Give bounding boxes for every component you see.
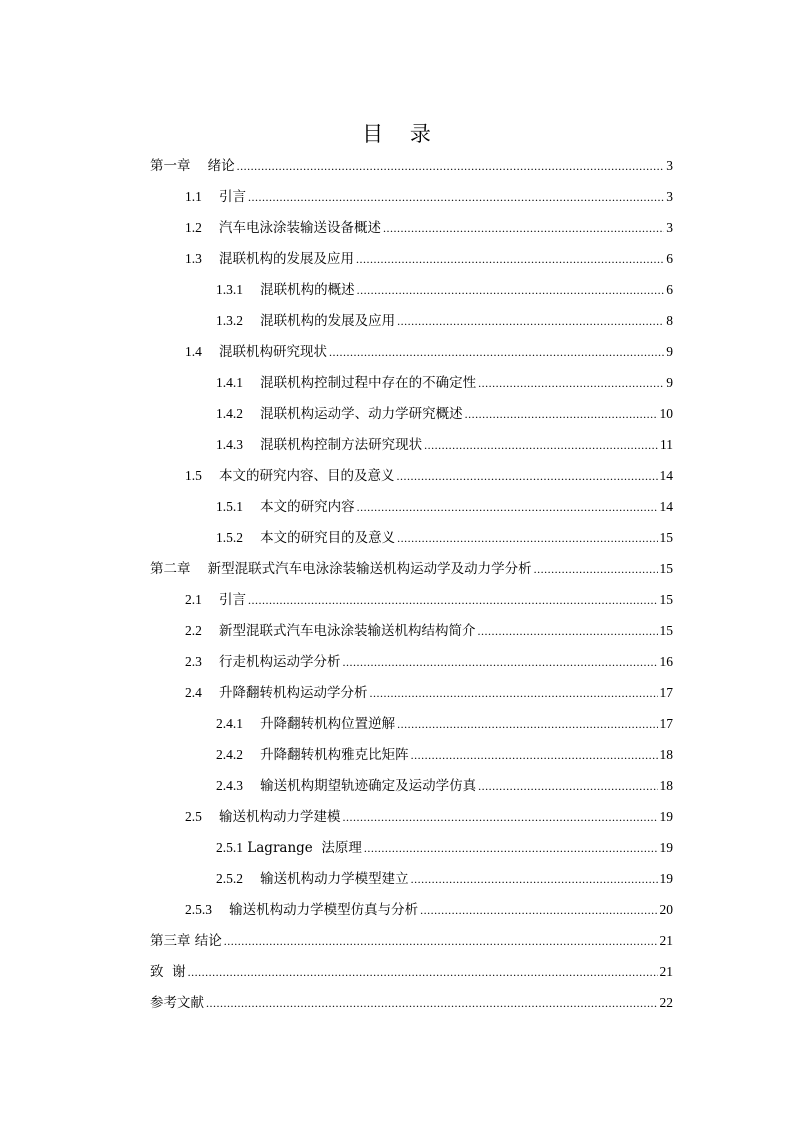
toc-entry[interactable] (150, 464, 673, 495)
toc-entry[interactable] (150, 309, 673, 340)
dot-leader (411, 748, 658, 763)
dot-leader (411, 872, 658, 887)
toc-entry-number: 1.5.2 (216, 530, 243, 545)
dot-leader (397, 717, 657, 732)
toc-entry-number: 2.4.3 (216, 778, 243, 793)
dot-leader (237, 159, 665, 174)
toc-entry-gap (164, 964, 173, 980)
toc-entry[interactable] (150, 185, 673, 216)
toc-entry[interactable] (150, 433, 673, 464)
toc-entry[interactable] (150, 340, 673, 371)
toc-entry-page: 6 (666, 251, 673, 266)
toc-entry-page: 3 (666, 220, 673, 235)
toc-entry[interactable] (150, 960, 673, 991)
toc-entry-title: 混联机构的发展及应用 (260, 313, 396, 329)
dot-leader (465, 407, 658, 422)
toc-entry-gap (243, 313, 260, 329)
toc-entry-gap (243, 406, 260, 422)
toc-entry-number: 1.4.3 (216, 437, 243, 452)
toc-entry-title: 输送机构动力学模型建立 (260, 871, 409, 887)
toc-entry-title: 升降翻转机构运动学分析 (219, 685, 368, 701)
toc-entry-page: 3 (666, 189, 673, 204)
toc-entry-number: 2.5.2 (216, 871, 243, 886)
toc-entry-title: 参考文献 (150, 995, 204, 1011)
toc-entry-page: 15 (659, 561, 673, 576)
dot-leader (206, 996, 658, 1011)
toc-entry[interactable] (150, 247, 673, 278)
toc-entry-gap (191, 561, 208, 577)
toc-entry-number: 2.5.3 (185, 902, 212, 917)
dot-leader (364, 841, 658, 856)
toc-entry-page: 16 (659, 654, 673, 669)
toc-entry-number: 第二章 (150, 561, 191, 576)
table-of-contents (150, 154, 673, 1022)
toc-entry-number: 1.5.1 (216, 499, 243, 514)
toc-entry[interactable] (150, 805, 673, 836)
toc-entry-title: 本文的研究目的及意义 (260, 530, 396, 546)
toc-entry[interactable] (150, 588, 673, 619)
dot-leader (424, 438, 658, 453)
toc-entry-title: 新型混联式汽车电泳涂装输送机构运动学及动力学分析 (207, 561, 532, 577)
dot-leader (357, 283, 665, 298)
toc-entry-page: 10 (659, 406, 673, 421)
toc-entry-page: 18 (659, 747, 673, 762)
toc-entry-gap (202, 344, 219, 360)
toc-entry[interactable] (150, 526, 673, 557)
toc-entry-gap (243, 871, 260, 887)
dot-leader (370, 686, 658, 701)
dot-leader (383, 221, 664, 236)
toc-entry-gap (243, 499, 260, 515)
dot-leader (343, 810, 658, 825)
toc-entry-number: 2.5 (185, 809, 202, 824)
toc-entry-title: 行走机构运动学分析 (219, 654, 341, 670)
toc-entry[interactable] (150, 867, 673, 898)
toc-entry-number: 1.3 (185, 251, 202, 266)
toc-entry-title: 汽车电泳涂装输送设备概述 (219, 220, 382, 236)
toc-entry[interactable] (150, 774, 673, 805)
toc-entry-title: 本文的研究内容、目的及意义 (219, 468, 395, 484)
toc-entry-number: 致 (150, 964, 164, 979)
toc-entry-page: 19 (659, 871, 673, 886)
toc-entry-gap (243, 716, 260, 732)
toc-entry-gap (243, 747, 260, 763)
toc-entry-title: 输送机构动力学建模 (219, 809, 341, 825)
dot-leader (478, 624, 658, 639)
dot-leader (397, 531, 657, 546)
toc-entry[interactable] (150, 402, 673, 433)
dot-leader (397, 469, 658, 484)
toc-entry-page: 22 (659, 995, 673, 1010)
toc-entry-number: 1.4 (185, 344, 202, 359)
toc-entry-gap (202, 654, 219, 670)
toc-entry-title: 引言 (219, 189, 247, 205)
toc-entry-page: 9 (666, 375, 673, 390)
toc-entry-page: 15 (659, 530, 673, 545)
toc-entry-title: 本文的研究内容 (260, 499, 355, 515)
toc-entry[interactable] (150, 619, 673, 650)
toc-entry-page: 14 (659, 499, 673, 514)
toc-entry-page: 9 (666, 344, 673, 359)
toc-entry-page: 6 (666, 282, 673, 297)
toc-entry-page: 19 (659, 809, 673, 824)
toc-entry-gap (191, 158, 208, 174)
toc-entry-number: 第三章 (150, 933, 191, 948)
toc-entry-title: 谢 (172, 964, 186, 980)
toc-entry-title: 升降翻转机构位置逆解 (260, 716, 396, 732)
toc-entry[interactable] (150, 743, 673, 774)
toc-entry-gap (202, 685, 219, 701)
dot-leader (478, 376, 664, 391)
toc-entry-page: 21 (659, 933, 673, 948)
toc-entry-title: 混联机构的概述 (260, 282, 355, 298)
toc-entry-page: 20 (659, 902, 673, 917)
dot-leader (329, 345, 664, 360)
toc-entry-title: 绪论 (207, 158, 235, 174)
toc-entry-title: 混联机构控制过程中存在的不确定性 (260, 375, 477, 391)
toc-entry-title: Lagrange 法原理 (247, 840, 362, 856)
toc-entry-title: 混联机构控制方法研究现状 (260, 437, 423, 453)
toc-entry-page: 19 (659, 840, 673, 855)
dot-leader (224, 934, 658, 949)
toc-entry-number: 2.5.1 (216, 840, 243, 855)
dot-leader (248, 190, 664, 205)
toc-entry-title: 引言 (219, 592, 247, 608)
dot-leader (343, 655, 658, 670)
toc-entry[interactable] (150, 278, 673, 309)
dot-leader (478, 779, 657, 794)
toc-entry-number: 2.3 (185, 654, 202, 669)
toc-entry[interactable] (150, 495, 673, 526)
toc-entry[interactable] (150, 650, 673, 681)
toc-entry-page: 18 (659, 778, 673, 793)
toc-entry[interactable] (150, 216, 673, 247)
toc-entry-gap (212, 902, 229, 918)
toc-entry[interactable] (150, 557, 673, 588)
toc-entry-number: 1.1 (185, 189, 202, 204)
toc-entry-page: 8 (666, 313, 673, 328)
toc-entry-title: 结论 (194, 933, 222, 949)
toc-entry-gap (202, 189, 219, 205)
toc-entry[interactable] (150, 681, 673, 712)
toc-entry-gap (202, 809, 219, 825)
toc-entry[interactable] (150, 991, 673, 1022)
toc-entry-title: 输送机构动力学模型仿真与分析 (229, 902, 419, 918)
toc-entry-gap (202, 623, 219, 639)
toc-entry-page: 15 (659, 592, 673, 607)
toc-entry-gap (243, 282, 260, 298)
toc-entry-title: 混联机构研究现状 (219, 344, 328, 360)
toc-entry-gap (202, 220, 219, 236)
toc-entry-gap (243, 375, 260, 391)
toc-entry-number: 2.1 (185, 592, 202, 607)
toc-entry-title: 混联机构运动学、动力学研究概述 (260, 406, 463, 422)
toc-entry-gap (243, 778, 260, 794)
toc-entry-gap (202, 468, 219, 484)
toc-entry-title: 混联机构的发展及应用 (219, 251, 355, 267)
toc-entry[interactable] (150, 836, 673, 867)
dot-leader (356, 252, 664, 267)
toc-entry[interactable] (150, 929, 673, 960)
toc-entry-gap (202, 592, 219, 608)
toc-entry-title: 输送机构期望轨迹确定及运动学仿真 (260, 778, 477, 794)
toc-entry[interactable] (150, 371, 673, 402)
toc-entry[interactable] (150, 898, 673, 929)
toc-entry-number: 2.2 (185, 623, 202, 638)
dot-leader (397, 314, 664, 329)
toc-entry[interactable] (150, 712, 673, 743)
toc-entry-number: 1.5 (185, 468, 202, 483)
dot-leader (248, 593, 657, 608)
toc-entry-page: 17 (659, 685, 673, 700)
toc-title: 目 录 (362, 122, 441, 146)
toc-entry-number: 1.4.2 (216, 406, 243, 421)
toc-entry-number: 1.4.1 (216, 375, 243, 390)
toc-entry-number: 第一章 (150, 158, 191, 173)
toc-entry-page: 14 (659, 468, 673, 483)
toc-entry-page: 3 (666, 158, 673, 173)
toc-entry-number: 1.3.1 (216, 282, 243, 297)
dot-leader (188, 965, 658, 980)
dot-leader (357, 500, 658, 515)
toc-entry-number: 1.3.2 (216, 313, 243, 328)
toc-entry-gap (202, 251, 219, 267)
toc-entry-page: 21 (659, 964, 673, 979)
toc-entry-gap (243, 437, 260, 453)
toc-entry-page: 11 (660, 437, 673, 452)
toc-entry-number: 2.4 (185, 685, 202, 700)
toc-entry-page: 15 (659, 623, 673, 638)
dot-leader (420, 903, 657, 918)
toc-entry-title: 新型混联式汽车电泳涂装输送机构结构简介 (219, 623, 476, 639)
toc-entry-number: 2.4.1 (216, 716, 243, 731)
dot-leader (534, 562, 658, 577)
toc-entry-page: 17 (659, 716, 673, 731)
toc-entry-number: 2.4.2 (216, 747, 243, 762)
toc-entry-number: 1.2 (185, 220, 202, 235)
toc-entry-gap (243, 530, 260, 546)
toc-entry-title: 升降翻转机构雅克比矩阵 (260, 747, 409, 763)
toc-entry[interactable] (150, 154, 673, 185)
